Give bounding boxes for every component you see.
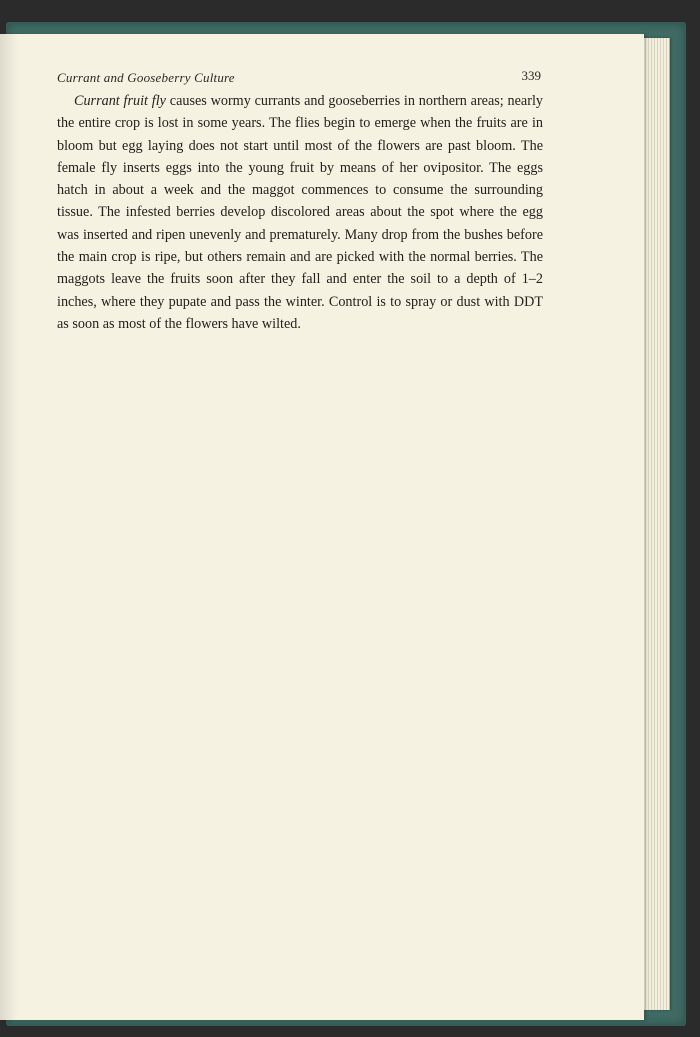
page-number: 339 bbox=[521, 68, 541, 83]
gutter-shadow bbox=[0, 34, 18, 1020]
lead-term: Currant fruit fly bbox=[74, 93, 166, 109]
body-paragraph bbox=[57, 90, 543, 335]
paragraph-text: causes wormy currants and gooseberries in northern areas; nearly the entire crop is lost in some years. The flies begin to emerge when the fruits are in bloom but egg laying does not start until most of the flowers are past bloom. The female fly inserts eggs into the young fruit by means of her ovipositor. The eggs hatch in about a week and the maggot commences to consume the surrounding tissue. The infested berries develop discolored areas about the spot where the egg was inserted and ripen unevenly and prematurely. Many drop from the bushes before the main crop is ripe, but others remain and are picked with the normal berries. The maggots leave the fruits soon after they fall and enter the soil to a depth of 1–2 inches, where they pupate and pass the winter. Control is to spray or dust with DDT as soon as most of the flowers have wilted. bbox=[57, 93, 543, 332]
running-title: Currant and Gooseberry Culture bbox=[57, 70, 235, 85]
running-head bbox=[57, 70, 541, 90]
